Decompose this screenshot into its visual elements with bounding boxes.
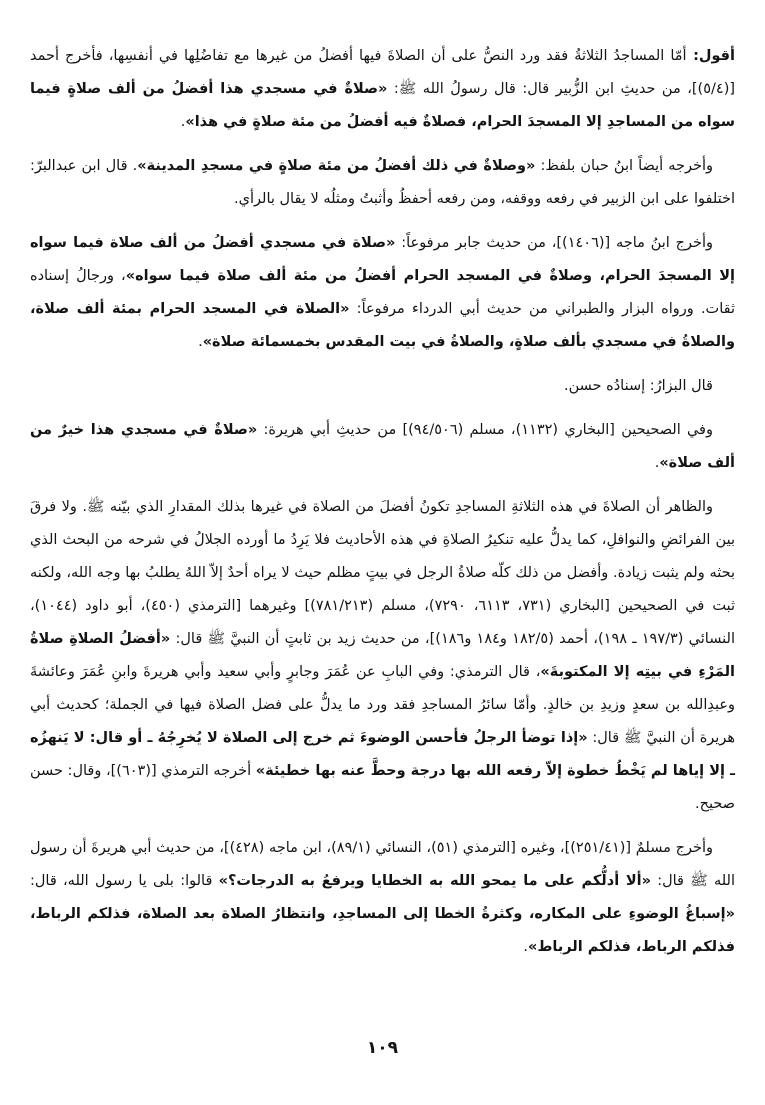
hadith-quote: «وصلاةٌ في ذلك أفضلُ من مئة صلاةٍ في مسجدِ المدينة» <box>137 158 536 174</box>
hadith-quote: «صلاةٌ في مسجدي هذا خيرٌ من ألف صلاة» <box>30 422 735 471</box>
text-segment: . <box>654 455 660 471</box>
text-segment: . <box>180 114 186 130</box>
paragraph <box>30 40 735 139</box>
text-segment: والظاهر أن الصلاةَ في هذه الثلاثةِ المساجدِ تكونُ أفضلَ من الصلاة في غيرها بذلك المقدارِ الذي بيّنه ﷺ. ولا فرقَ بين الفرائضِ والنوافلِ، كما يدلُّ عليه تنكيرُ الصلاةِ في هذه الأحاديث فلا يَرِدُ ما أورده الجلالُ في شرحه من البحث الذي بحثه ولم يثبت زيادة. وأفضل من ذلك كلّه صلاةُ الرجل في بيتٍ مظلم حيث لا يراه أحدٌ إلاّ اللهُ يطلبُ بها وجه الله، ولكنه ثبت في الصحيحين [البخاري (٧٣١، ٦١١٣، ٧٢٩٠)، مسلم (٧٨١/٢١٣)] وغيرهما [الترمذي (٤٥٠)، أبو داود (١٠٤٤)، النسائي (١٩٧/٣ ـ ١٩٨)، أحمد (١٨٢/٥ و١٨٤ و١٨٦)]، من حديث زيد بن ثابتٍ أن النبيَّ ﷺ قال: <box>30 499 735 647</box>
text-segment: ، قال الترمذي: وفي البابِ عن عُمَرَ وجابرٍ وأبي سعيد وأبي هريرةَ وابنِ عُمَرَ وعائشةَ وعبدِالله بن سعدٍ وزيدِ بن خالدٍ. وأمّا سائرُ المساجدِ فقد ورد ما يدلُّ على فضل الصلاة فيها في الجملة؛ كحديث أبي هريرة أن النبيَّ ﷺ قال: <box>30 664 735 746</box>
text-segment: وأخرج ابنُ ماجه [(١٤٠٦)]، من حديث جابر مرفوعاً: <box>395 235 713 251</box>
text-segment: وأخرجه أيضاً ابنُ حبان بلفظ: <box>535 158 713 174</box>
hadith-quote: «إذا توضأ الرجلُ فأحسن الوضوءَ ثم خرج إلى الصلاة لا يُخرِجُهُ ـ أو قال: لا يَنهزُه ـ إلا إياها لم يَخْطُ خطوة إلاّ رفعه الله بها درجة وحطَّ عنه بها خطيئة» <box>30 730 735 779</box>
text-segment: وفي الصحيحين [البخاري (١١٣٢)، مسلم (٩٤/٥٠٦)] من حديثِ أبي هريرة: <box>257 422 713 438</box>
text-segment: . قال ابن عبدالبرّ: اختلفوا على ابن الزبير في رفعه ووقفه، ومن رفعه أحفظُ وأثبتُ ومثلُه لا يقال بالرأي. <box>30 158 735 207</box>
paragraph <box>30 370 735 403</box>
paragraph <box>30 227 735 359</box>
text-segment: وأخرج مسلمٌ [(٢٥١/٤١)]، وغيره [الترمذي (٥١)، النسائي (٨٩/١)، ابن ماجه (٤٢٨)]، من حديث أبي هريرةَ أن رسول الله ﷺ قال: <box>30 840 735 889</box>
text-body <box>30 40 735 964</box>
text-segment: قالوا: بلى يا رسول الله، قال: <box>30 873 219 889</box>
text-segment: . <box>198 334 203 350</box>
hadith-quote: «صلاة في مسجدي أفضلُ من ألف صلاة فيما سواه إلا المسجدَ الحرام، وصلاةٌ في المسجد الحرام أفضلُ من مئة ألف صلاة فيما سواه» <box>30 235 735 284</box>
text-segment: . <box>523 939 528 955</box>
hadith-quote: «صلاةٌ في مسجدي هذا أفضلُ من ألف صلاةٍ فيما سواه من المساجدِ إلا المسجدَ الحرام، فصلاةٌ فيه أفضلُ من مئة صلاةٍ في هذا» <box>30 81 735 130</box>
paragraph <box>30 491 735 821</box>
paragraph <box>30 414 735 480</box>
text-segment: أخرجه الترمذي [(٦٠٣)]، وقال: حسن صحيح. <box>30 763 735 812</box>
paragraph <box>30 832 735 964</box>
text-segment: قال البزارُ: إسنادُه حسن. <box>563 378 713 394</box>
page-number: ١٠٩ <box>366 1038 399 1058</box>
hadith-quote: «أفضلُ الصلاةِ صلاةُ المَرْءِ في بيتِه إلا المكتوبةَ» <box>30 631 735 680</box>
hadith-quote: «الصلاة في المسجد الحرام بمئة ألف صلاة، والصلاةُ في مسجدي بألف صلاةٍ، والصلاةُ في بيت المقدس بخمسمائة صلاة» <box>30 301 735 350</box>
text-segment: أمّا المساجدُ الثلاثةُ فقد ورد النصُّ على أن الصلاةَ فيها أفضلُ من غيرها مع تفاضُلِها في أنفسِها، فأخرج أحمد [(٥/٤)]، من حديثِ ابن الزُّبير قال: قال رسولُ الله ﷺ: <box>30 48 736 97</box>
hadith-quote: «إسباغُ الوضوءِ على المكاره، وكثرةُ الخطا إلى المساجدِ، وانتظارُ الصلاة بعد الصلاة، فذلكم الرباط، فذلكم الرباط، فذلكم الرباط» <box>30 906 735 955</box>
paragraph <box>30 150 735 216</box>
text-segment: ، ورجالُ إسناده ثقات. ورواه البزار والطبراني من حديث أبي الدرداء مرفوعاً: <box>30 268 735 317</box>
hadith-quote: «ألا أدلُّكم على ما يمحو الله به الخطايا ويرفعُ به الدرجات؟» <box>218 873 651 889</box>
hadith-quote: أقول: <box>686 48 736 64</box>
